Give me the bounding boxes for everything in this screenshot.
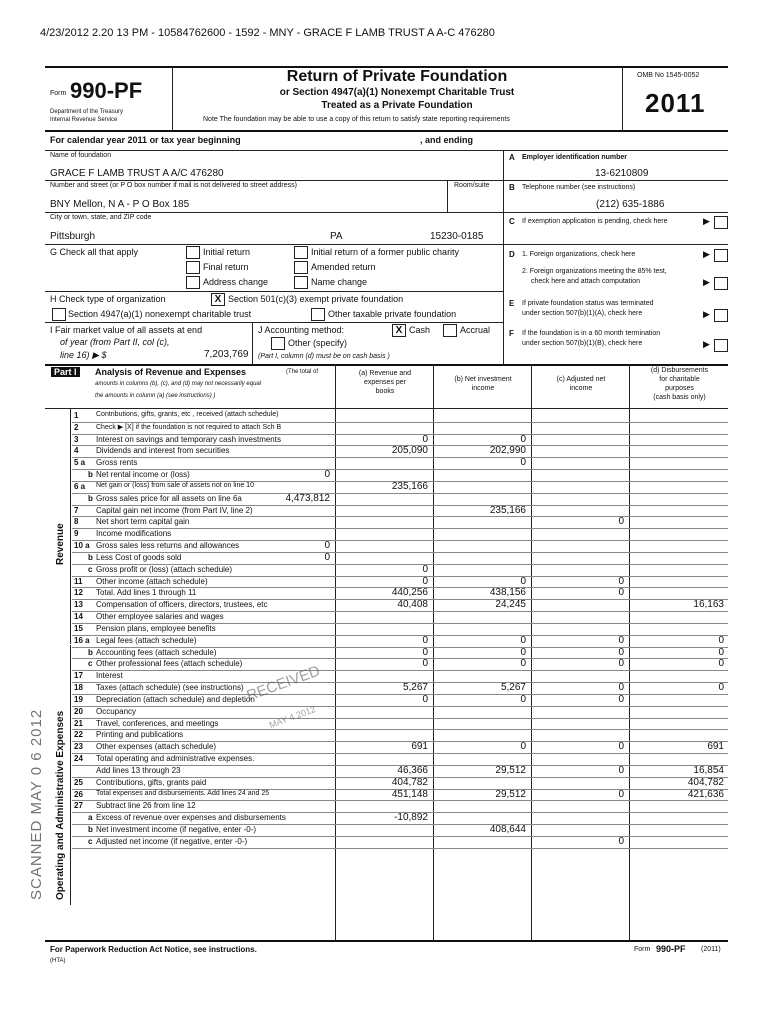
fmv-value: 7,203,769 [204, 349, 249, 360]
cell-col-c: 0 [618, 764, 624, 776]
letter-d: D [509, 250, 515, 259]
cell-col-b: 408,644 [489, 824, 526, 836]
g-label: G Check all that apply [50, 247, 139, 257]
form-number: 990-PF [70, 78, 143, 103]
row-label: Net investment income (if negative, enter -0-) [96, 825, 257, 835]
col-c-header-2: income [569, 385, 593, 392]
initial-return-checkbox[interactable] [186, 246, 200, 259]
cell-col-d: 0 [718, 658, 724, 670]
j-note: (Part I, column (d) must be on cash basis ) [258, 353, 390, 360]
cell-col-c: 0 [618, 646, 624, 658]
row-inline-value: 0 [324, 469, 330, 481]
row-number: 5 a [74, 458, 86, 468]
row-label: Accounting fees (attach schedule) [96, 647, 217, 657]
cell-col-a: 0 [422, 646, 428, 658]
omb-number: OMB No 1545-0052 [637, 72, 700, 79]
row-label: Net short term capital gain [96, 517, 190, 527]
received-stamp: RECEIVED [244, 662, 323, 705]
row-number: 24 [74, 754, 83, 764]
cell-col-a: 440,256 [391, 587, 428, 599]
cell-col-a: 235,166 [391, 480, 428, 492]
cell-col-c: 0 [618, 835, 624, 847]
row-number: 14 [74, 612, 83, 622]
row-label: Compensation of officers, directors, trustees, etc [96, 600, 268, 610]
i-label-1: I Fair market value of all assets at end [50, 325, 203, 335]
foreign-85-checkbox[interactable] [714, 277, 728, 290]
row-number: 15 [74, 623, 83, 633]
form-subtitle1: or Section 4947(a)(1) Nonexempt Charitable Trust [279, 87, 515, 98]
name-change-checkbox[interactable] [294, 276, 308, 289]
cell-col-a: 5,267 [402, 682, 428, 694]
footer-form-word: Form [634, 946, 651, 953]
row-number: 27 [74, 801, 83, 811]
arrow-icon: ▶ [703, 339, 710, 349]
row-label: Income modifications [96, 529, 172, 539]
row-label: Gross sales less returns and allowances [96, 541, 240, 551]
zip-value: 15230-0185 [430, 231, 484, 242]
phone-label: Telephone number (see instructions) [522, 184, 636, 191]
cell-col-d: 691 [707, 741, 724, 753]
cell-col-b: 0 [520, 658, 526, 670]
row-label: Dividends and interest from securities [96, 446, 230, 456]
letter-c: C [509, 217, 515, 226]
row-number: c [88, 836, 93, 846]
cell-col-a: 0 [422, 693, 428, 705]
exemption-pending-checkbox[interactable] [714, 216, 728, 229]
cell-col-b: 24,245 [495, 599, 526, 611]
other-method-checkbox[interactable] [271, 337, 285, 350]
part1-desc3: the amounts in column (a) (see instructions) ) [95, 393, 216, 399]
city-label: City or town, state, and ZIP code [50, 214, 152, 221]
row-label: Other expenses (attach schedule) [96, 742, 217, 752]
cell-col-c: 0 [618, 575, 624, 587]
arrow-icon: ▶ [703, 216, 710, 226]
row-number: 26 [74, 789, 83, 799]
received-date-stamp: MAY 4 2012 [267, 703, 317, 731]
cash-method-label: Cash [409, 325, 431, 335]
col-a-header-2: expenses per [363, 379, 407, 386]
row-label: Gross profit or (loss) (attach schedule) [96, 564, 233, 574]
row-number: 6 a [74, 481, 86, 491]
row-inline-value: 4,473,812 [285, 492, 330, 504]
address-change-checkbox[interactable] [186, 276, 200, 289]
footer-form-number: 990-PF [656, 944, 686, 954]
part1-desc1: (The total of [286, 369, 319, 375]
row-inline-value: 0 [324, 551, 330, 563]
arrow-icon: ▶ [703, 249, 710, 259]
initial-former-label: Initial return of a former public charity [311, 247, 460, 257]
cell-col-a: 451,148 [391, 788, 428, 800]
row-label: Excess of revenue over expenses and disbursements [96, 813, 286, 823]
row-number: 20 [74, 706, 83, 716]
cell-col-a: 0 [422, 634, 428, 646]
i-label-2: of year (from Part II, col (c), [60, 337, 170, 347]
exemption-pending-label: If exemption application is pending, check here [522, 218, 668, 225]
section-4947-label: Section 4947(a)(1) nonexempt charitable trust [68, 309, 252, 319]
cell-col-b: 235,166 [489, 504, 526, 516]
amended-return-label: Amended return [311, 262, 376, 272]
cell-col-b: 0 [520, 693, 526, 705]
row-label: Contributions, gifts, grants, etc , received (attach schedule) [96, 411, 279, 418]
part1-title: Analysis of Revenue and Expenses [95, 367, 247, 377]
e-label-2: under section 507(b)(1)(A), check here [522, 310, 643, 317]
city-value: Pittsburgh [50, 231, 96, 242]
revenue-side-label: Revenue [55, 523, 66, 565]
row-label: Occupancy [96, 706, 137, 716]
section-501c3-checkbox[interactable]: X [211, 293, 225, 306]
row-number: 4 [74, 446, 79, 456]
footer-left: For Paperwork Reduction Act Notice, see instructions. [50, 945, 257, 954]
cell-col-c: 0 [618, 516, 624, 528]
row-number: 19 [74, 694, 83, 704]
initial-former-checkbox[interactable] [294, 246, 308, 259]
row-number: 12 [74, 588, 83, 598]
row-number: b [88, 470, 93, 480]
cell-col-c: 0 [618, 634, 624, 646]
row-number: b [88, 493, 93, 503]
cell-col-a: 0 [422, 563, 428, 575]
name-label: Name of foundation [50, 152, 112, 159]
row-label: Legal fees (attach schedule) [96, 635, 197, 645]
arrow-icon: ▶ [703, 277, 710, 287]
amended-return-checkbox[interactable] [294, 261, 308, 274]
cell-col-a: 205,090 [391, 445, 428, 457]
name-change-label: Name change [311, 277, 368, 287]
cell-col-b: 438,156 [489, 587, 526, 599]
cell-col-a: 46,366 [397, 764, 428, 776]
row-label: Interest [96, 671, 123, 681]
row-label: Contributions, gifts, grants paid [96, 777, 207, 787]
cell-col-d: 404,782 [687, 776, 724, 788]
footer-form-year: (2011) [701, 946, 721, 953]
row-number: 11 [74, 576, 83, 586]
section-4947-checkbox[interactable] [52, 308, 66, 321]
cell-col-b: 5,267 [500, 682, 526, 694]
part1-tag: Part I [51, 367, 80, 377]
cell-col-b: 0 [520, 646, 526, 658]
col-a-header-3: books [375, 388, 395, 395]
cell-col-a: 0 [422, 658, 428, 670]
col-d-header-4: (cash basis only) [653, 394, 706, 401]
room-label: Room/suite [454, 182, 490, 189]
row-label: Subtract line 26 from line 12 [96, 801, 196, 811]
termination-60-checkbox[interactable] [714, 339, 728, 352]
state-value: PA [330, 231, 343, 242]
row-label: Less Cost of goods sold [96, 552, 182, 562]
accrual-method-checkbox[interactable] [443, 324, 457, 337]
row-label: Total expenses and disbursements. Add lines 24 and 25 [96, 789, 270, 797]
row-number: 25 [74, 777, 83, 787]
calendar-line: For calendar year 2011 or tax year beginning [50, 135, 241, 145]
cell-col-d: 16,854 [693, 764, 724, 776]
col-d-header-1: (d) Disbursements [650, 367, 709, 374]
row-number: 2 [74, 422, 79, 432]
row-label: Total. Add lines 1 through 11 [96, 588, 197, 598]
f-label-2: under section 507(b)(1)(B), check here [522, 340, 643, 347]
row-number: 22 [74, 730, 83, 740]
row-number: 3 [74, 434, 79, 444]
row-label: Travel, conferences, and meetings [96, 718, 219, 728]
cell-col-c: 0 [618, 741, 624, 753]
other-taxable-label: Other taxable private foundation [328, 309, 457, 319]
col-a-header-1: (a) Revenue and [358, 370, 412, 377]
row-number: c [88, 659, 93, 669]
footer-left-sub: (HTA) [50, 958, 66, 964]
row-number: 7 [74, 505, 79, 515]
row-number: 18 [74, 683, 83, 693]
cell-col-a: -10,892 [394, 812, 428, 824]
cell-col-c: 0 [618, 682, 624, 694]
cell-col-a: 40,408 [397, 599, 428, 611]
foreign-org-checkbox[interactable] [714, 249, 728, 262]
row-number: 9 [74, 529, 79, 539]
row-label: Other professional fees (attach schedule) [96, 659, 243, 669]
letter-e: E [509, 299, 515, 308]
tax-year: 2011 [645, 88, 706, 118]
cell-col-c: 0 [618, 587, 624, 599]
d2-label-2: check here and attach computation [531, 278, 640, 285]
d2-label-1: 2. Foreign organizations meeting the 85% test, [522, 268, 667, 275]
col-b-header-2: income [471, 385, 495, 392]
cell-col-d: 421,636 [687, 788, 724, 800]
row-label: Capital gain net income (from Part IV, line 2) [96, 505, 253, 515]
row-number: 8 [74, 517, 79, 527]
i-label-3: line 16) ▶ $ [60, 350, 107, 360]
row-number: 23 [74, 742, 83, 752]
cell-col-c: 0 [618, 693, 624, 705]
cell-col-b: 0 [520, 457, 526, 469]
other-method-label: Other (specify) [288, 338, 348, 348]
expenses-side-label: Operating and Administrative Expenses [55, 710, 66, 900]
row-label: Other income (attach schedule) [96, 576, 208, 586]
cell-col-b: 202,990 [489, 445, 526, 457]
cell-col-c: 0 [618, 788, 624, 800]
and-ending: , and ending [420, 135, 473, 145]
f-label-1: If the foundation is in a 60 month termination [522, 330, 661, 337]
other-taxable-checkbox[interactable] [311, 308, 325, 321]
row-label: Gross rents [96, 458, 138, 468]
cell-col-b: 0 [520, 741, 526, 753]
row-label: Interest on savings and temporary cash investments [96, 434, 281, 444]
dept-line2: Internal Revenue Service [50, 117, 118, 123]
letter-f: F [509, 329, 514, 338]
row-number: 21 [74, 718, 83, 728]
final-return-label: Final return [203, 262, 249, 272]
row-number: 1 [74, 411, 79, 420]
row-label: Total operating and administrative expenses. [96, 754, 255, 764]
row-number: 10 a [74, 541, 90, 551]
j-label: J Accounting method: [258, 325, 345, 335]
cash-method-checkbox[interactable]: X [392, 324, 406, 337]
d1-label: 1. Foreign organizations, check here [522, 251, 636, 258]
cell-col-b: 0 [520, 433, 526, 445]
part1-desc2: amounts in columns (b), (c), and (d) may not necessarily equal [95, 381, 262, 387]
form-subtitle2: Treated as a Private Foundation [321, 100, 473, 111]
ein-value: 13-6210809 [595, 168, 649, 179]
cell-col-d: 0 [718, 682, 724, 694]
letter-b: B [509, 183, 515, 192]
accrual-method-label: Accrual [460, 325, 491, 335]
ein-label: Employer identification number [522, 154, 628, 161]
row-number: a [88, 813, 93, 823]
section-501c3-label: Section 501(c)(3) exempt private foundation [228, 294, 404, 304]
letter-a: A [509, 153, 515, 162]
row-label: Check ▶ [X] if the foundation is not required to attach Sch B [96, 423, 282, 431]
cell-col-d: 0 [718, 634, 724, 646]
scanned-stamp: SCANNED MAY 0 6 2012 [28, 708, 45, 900]
row-number: b [88, 647, 93, 657]
final-return-checkbox[interactable] [186, 261, 200, 274]
cell-col-d: 16,163 [693, 599, 724, 611]
row-label: Net gain or (loss) from sale of assets not on line 10 [96, 481, 254, 489]
cell-col-a: 691 [411, 741, 428, 753]
street-label: Number and street (or P O box number if mail is not delivered to street address) [50, 182, 297, 189]
cell-col-a: 0 [422, 433, 428, 445]
cell-col-b: 29,512 [495, 764, 526, 776]
row-inline-value: 0 [324, 540, 330, 552]
form-word: Form [50, 90, 67, 97]
e-label-1: If private foundation status was terminated [522, 300, 654, 307]
row-number: b [88, 825, 93, 835]
cell-col-b: 29,512 [495, 788, 526, 800]
dept-line1: Department of the Treasury [50, 109, 124, 115]
form-note: Note The foundation may be able to use a copy of this return to satisfy state reporting requirements [203, 116, 510, 123]
foundation-name: GRACE F LAMB TRUST A A/C 476280 [50, 168, 224, 179]
street-value: BNY Mellon, N A - P O Box 185 [50, 199, 190, 210]
row-number: c [88, 564, 93, 574]
row-label: Pension plans, employee benefits [96, 623, 216, 633]
row-number: 13 [74, 600, 83, 610]
cell-col-b: 0 [520, 575, 526, 587]
row-label: Adjusted net income (if negative, enter -0-) [96, 836, 248, 846]
row-label: Printing and publications [96, 730, 184, 740]
address-change-label: Address change [203, 277, 269, 287]
col-c-header-1: (c) Adjusted net [556, 376, 606, 383]
row-label: Depreciation (attach schedule) and depletion [96, 694, 255, 704]
row-label: Other employee salaries and wages [96, 612, 224, 622]
cell-col-c: 0 [618, 658, 624, 670]
initial-return-label: Initial return [203, 247, 251, 257]
scan-header: 4/23/2012 2.20 13 PM - 10584762600 - 1592 - MNY - GRACE F LAMB TRUST A A-C 476280 [40, 27, 495, 39]
cell-col-a: 404,782 [391, 776, 428, 788]
row-label: Taxes (attach schedule) (see instructions) [96, 683, 244, 693]
row-label: Net rental income or (loss) [96, 470, 190, 480]
row-number: 17 [74, 671, 83, 681]
phone-value: (212) 635-1886 [596, 199, 665, 210]
form-title: Return of Private Foundation [286, 68, 508, 85]
row-label: Gross sales price for all assets on line 6a [96, 493, 242, 503]
cell-col-d: 0 [718, 646, 724, 658]
arrow-icon: ▶ [703, 309, 710, 319]
status-terminated-checkbox[interactable] [714, 309, 728, 322]
h-label: H Check type of organization [50, 294, 166, 304]
row-number: b [88, 552, 93, 562]
row-label: Add lines 13 through 23 [96, 765, 181, 775]
col-d-header-2: for charitable [659, 376, 700, 383]
col-b-header-1: (b) Net investment [454, 376, 512, 383]
cell-col-b: 0 [520, 634, 526, 646]
row-number: 16 a [74, 635, 90, 645]
cell-col-a: 0 [422, 575, 428, 587]
col-d-header-3: purposes [665, 385, 694, 392]
